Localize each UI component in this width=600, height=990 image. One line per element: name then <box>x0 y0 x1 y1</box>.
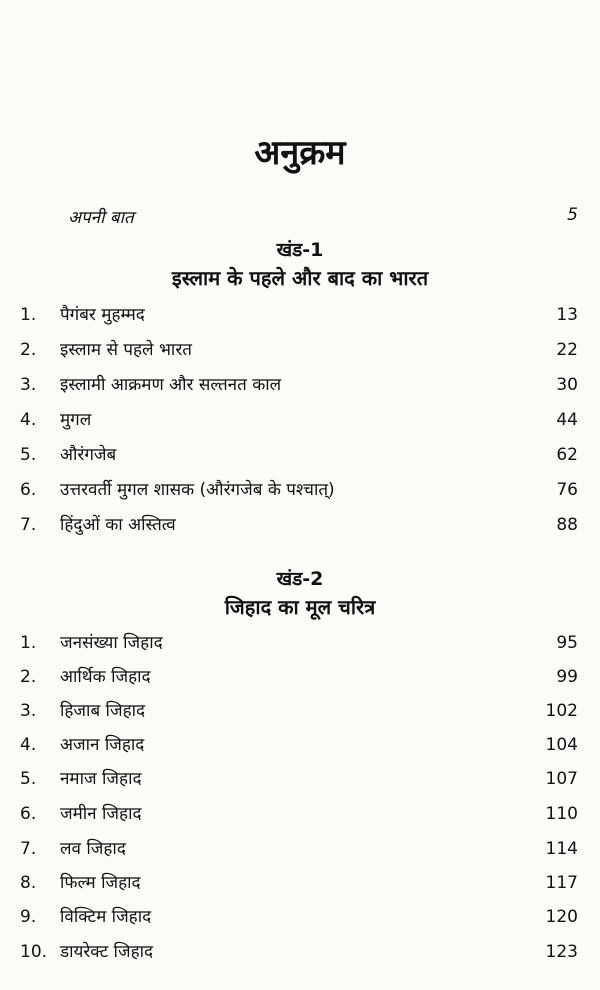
toc-intro-label: अपनी बात <box>68 208 134 228</box>
toc-number: 1. <box>20 305 37 325</box>
toc-number: 2. <box>20 340 37 360</box>
toc-row[interactable] <box>0 510 600 540</box>
toc-intro-row[interactable] <box>68 205 578 228</box>
toc-chapter-title: लव जिहाद <box>60 839 126 859</box>
toc-number: 5. <box>20 769 37 789</box>
toc-chapter-title: हिंदुओं का अस्तित्व <box>60 515 176 535</box>
toc-chapter-title: पैगंबर मुहम्मद <box>60 305 145 325</box>
toc-page-number: 107 <box>545 769 578 789</box>
toc-chapter-title: आर्थिक जिहाद <box>60 667 151 687</box>
toc-row[interactable] <box>0 730 600 760</box>
toc-number: 9. <box>20 907 37 927</box>
toc-chapter-title: जमीन जिहाद <box>60 804 142 824</box>
toc-row[interactable] <box>0 696 600 726</box>
toc-row[interactable] <box>0 440 600 470</box>
toc-number: 3. <box>20 701 37 721</box>
toc-number: 7. <box>20 839 37 859</box>
toc-page-number: 95 <box>556 633 578 653</box>
toc-page-number: 44 <box>556 410 578 430</box>
toc-row[interactable] <box>0 799 600 829</box>
page-title: अनुक्रम <box>254 133 346 173</box>
toc-row[interactable] <box>0 902 600 932</box>
toc-row[interactable] <box>0 834 600 864</box>
toc-chapter-title: मुगल <box>60 410 92 430</box>
toc-chapter-title: डायरेक्ट जिहाद <box>60 942 154 962</box>
toc-row[interactable] <box>0 475 600 505</box>
toc-row[interactable] <box>0 662 600 692</box>
toc-number: 2. <box>20 667 37 687</box>
toc-page-number: 22 <box>556 340 578 360</box>
toc-number: 10. <box>20 942 48 962</box>
toc-chapter-title: हिजाब जिहाद <box>60 701 146 721</box>
toc-row[interactable] <box>0 300 600 330</box>
section-1-title: इस्लाम के पहले और बाद का भारत <box>171 266 429 290</box>
toc-page-number: 102 <box>545 701 578 721</box>
toc-page-number: 104 <box>545 735 578 755</box>
toc-chapter-title: नमाज जिहाद <box>60 769 142 789</box>
toc-number: 4. <box>20 410 37 430</box>
toc-page-number: 120 <box>545 907 578 927</box>
toc-page-number: 62 <box>556 445 578 465</box>
section-1-label: खंड-1 <box>276 239 324 261</box>
toc-row[interactable] <box>0 370 600 400</box>
toc-number: 1. <box>20 633 37 653</box>
toc-page-number: 114 <box>545 839 578 859</box>
toc-chapter-title: औरंगजेब <box>60 445 117 465</box>
section-2-label: खंड-2 <box>276 568 324 590</box>
toc-page-number: 99 <box>556 667 578 687</box>
toc-number: 3. <box>20 375 37 395</box>
toc-intro-page: 5 <box>567 205 578 225</box>
toc-chapter-title: फिल्म जिहाद <box>60 873 141 893</box>
toc-page-number: 117 <box>545 873 578 893</box>
toc-row[interactable] <box>0 937 600 967</box>
toc-number: 6. <box>20 480 37 500</box>
toc-row[interactable] <box>0 764 600 794</box>
toc-page-number: 88 <box>556 515 578 535</box>
toc-page-number: 76 <box>556 480 578 500</box>
toc-page-number: 123 <box>545 942 578 962</box>
toc-chapter-title: अजान जिहाद <box>60 735 145 755</box>
toc-chapter-title: इस्लामी आक्रमण और सल्तनत काल <box>60 375 282 395</box>
toc-chapter-title: इस्लाम से पहले भारत <box>60 340 192 360</box>
toc-number: 7. <box>20 515 37 535</box>
toc-page-number: 30 <box>556 375 578 395</box>
toc-row[interactable] <box>0 335 600 365</box>
toc-number: 5. <box>20 445 37 465</box>
section-2-title: जिहाद का मूल चरित्र <box>224 595 376 619</box>
toc-chapter-title: विक्टिम जिहाद <box>60 907 152 927</box>
toc-row[interactable] <box>0 405 600 435</box>
toc-number: 6. <box>20 804 37 824</box>
toc-chapter-title: उत्तरवर्ती मुगल शासक (औरंगजेब के पश्चात्) <box>60 480 335 500</box>
toc-row[interactable] <box>0 628 600 658</box>
toc-page-number: 110 <box>545 804 578 824</box>
toc-page-number: 13 <box>556 305 578 325</box>
toc-chapter-title: जनसंख्या जिहाद <box>60 633 163 653</box>
toc-number: 8. <box>20 873 37 893</box>
toc-number: 4. <box>20 735 37 755</box>
toc-row[interactable] <box>0 868 600 898</box>
